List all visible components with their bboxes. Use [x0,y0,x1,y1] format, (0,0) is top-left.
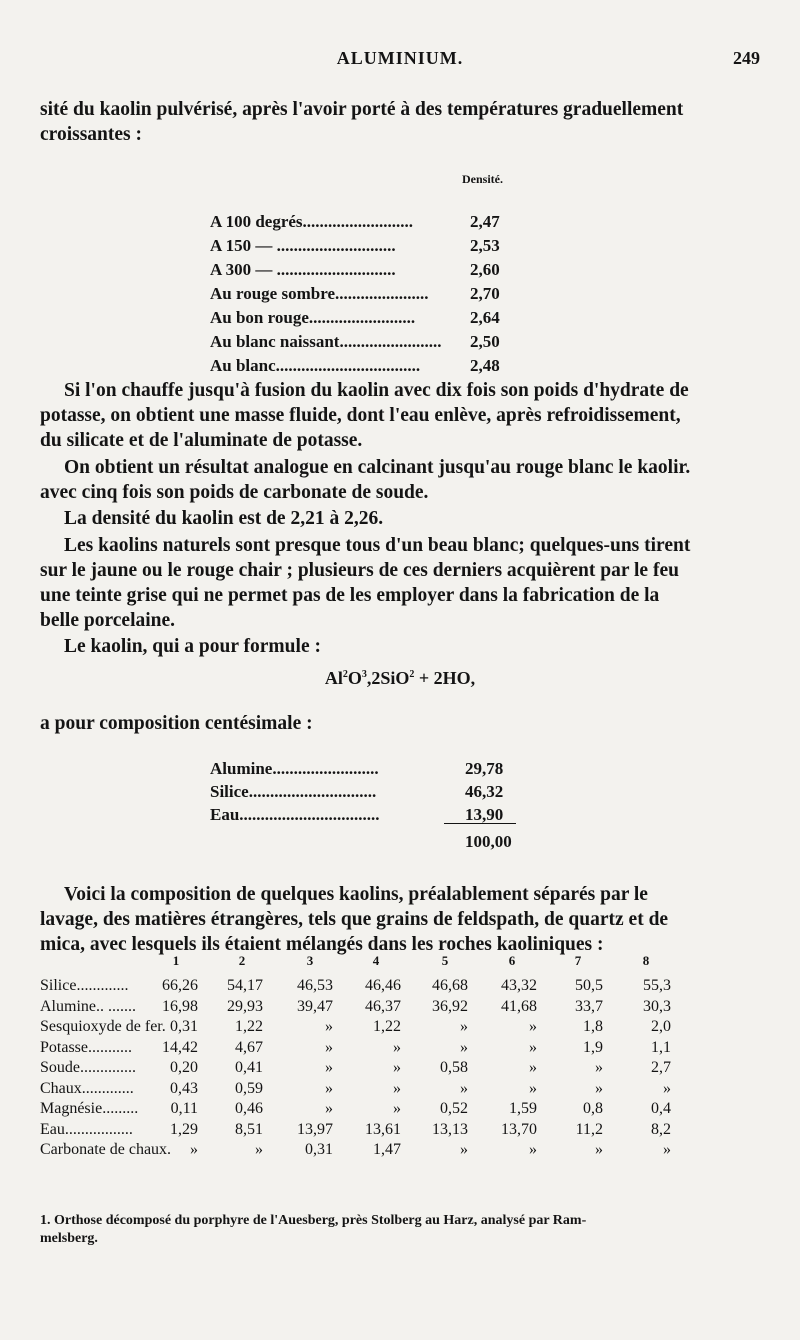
density-row-label: A 100 degrés.......................... [210,212,414,231]
table-cell: » [663,1141,671,1158]
composition-row-label: Alumine......................... [210,759,379,778]
composition-row-value: 13,90 [465,805,504,824]
intro-line: croissantes : [40,124,143,145]
table-cell: » [393,1059,401,1076]
table-cell: » [529,1038,537,1056]
column-header: 3 [306,953,314,968]
table-cell: 0,41 [235,1059,263,1076]
density-row-value: 2,47 [470,212,500,231]
table-cell: » [393,1100,401,1117]
table-cell: 66,26 [162,977,198,994]
table-row-label: Soude.............. [40,1059,136,1076]
density-row-label: Au blanc naissant........................ [210,332,442,351]
composition-row-value: 46,32 [465,782,504,801]
density-row-label: A 300 — ............................ [210,260,396,279]
body-line: Si l'on chauffe jusqu'à fusion du kaolin avec dix fois son poids d'hydrate de [64,380,689,401]
table-cell: 29,93 [227,997,263,1015]
column-header: 4 [372,953,380,968]
table-cell: 16,98 [162,997,198,1015]
density-row-label: A 150 — ............................ [210,236,396,255]
table-cell: 46,68 [432,977,468,994]
footnote-line: melsberg. [40,1231,98,1246]
table-cell: 41,68 [501,997,537,1015]
table-row-label: Carbonate de chaux. [40,1141,172,1158]
table-cell: 0,31 [170,1018,198,1035]
table-cell: » [255,1141,263,1158]
table-cell: 13,13 [432,1120,468,1138]
body-line: lavage, des matières étrangères, tels que grains de feldspath, de quartz et de [40,909,669,930]
column-header: 6 [508,953,516,968]
body-line: potasse, on obtient une masse fluide, dont l'eau enlève, après refroidissement, [40,405,681,426]
table-cell: » [460,1018,468,1035]
body-line: belle porcelaine. [40,610,176,631]
table-cell: 0,4 [651,1100,671,1117]
table-cell: 46,37 [365,997,401,1015]
table-cell: 36,92 [432,997,468,1015]
running-header: ALUMINIUM. [336,48,464,68]
table-cell: » [595,1059,603,1076]
composition-row-value: 29,78 [465,759,504,778]
table-cell: 8,2 [651,1120,671,1138]
density-row-value: 2,50 [470,332,500,351]
body-line: une teinte grise qui ne permet pas de les employer dans la fabrication de la [40,585,660,606]
body-line: Les kaolins naturels sont presque tous d'un beau blanc; quelques-uns tirent [64,535,691,556]
table-cell: 1,22 [373,1018,401,1035]
table-cell: 13,97 [297,1120,333,1138]
page-number: 249 [733,48,760,68]
intro-line: sité du kaolin pulvérisé, après l'avoir porté à des températures graduellement [40,99,684,120]
table-cell: » [325,1100,333,1117]
body-line: avec cinq fois son poids de carbonate de soude. [40,482,429,503]
table-cell: 13,61 [365,1120,401,1138]
table-cell: » [529,1141,537,1158]
table-cell: 1,59 [509,1100,537,1117]
table-cell: 0,8 [583,1100,603,1117]
table-cell: » [460,1038,468,1056]
table-row-label: Silice............. [40,977,129,994]
table-cell: 14,42 [162,1038,198,1056]
table-cell: » [595,1141,603,1158]
body-line: Voici la composition de quelques kaolins, préalablement séparés par le [64,884,648,905]
table-cell: 0,43 [170,1079,198,1097]
table-row-label: Chaux............. [40,1079,134,1097]
column-header: 1 [172,953,180,968]
table-cell: 0,31 [305,1141,333,1158]
body-line: du silicate et de l'aluminate de potasse. [40,430,363,451]
table-row-label: Eau................. [40,1120,133,1138]
sum-rule [444,823,516,824]
table-cell: 33,7 [575,997,603,1015]
body-line: a pour composition centésimale : [40,713,313,734]
table-cell: 39,47 [297,997,333,1015]
table-cell: 13,70 [501,1120,537,1138]
table-cell: 43,32 [501,977,537,994]
table-cell: » [529,1018,537,1035]
table-cell: » [393,1038,401,1056]
table-cell: » [190,1141,198,1158]
table-cell: » [325,1079,333,1097]
table-row-label: Magnésie......... [40,1100,139,1117]
table-cell: 50,5 [575,977,603,994]
table-cell: » [325,1059,333,1076]
table-cell: » [325,1018,333,1035]
table-cell: » [460,1079,468,1097]
column-header: 7 [574,953,582,968]
table-cell: » [529,1079,537,1097]
table-cell: » [460,1141,468,1158]
table-cell: » [393,1079,401,1097]
table-cell: 0,11 [170,1100,198,1117]
table-cell: 46,46 [365,977,401,994]
footnote-line: 1. Orthose décomposé du porphyre de l'Auesberg, près Stolberg au Harz, analysé par Ram- [40,1213,587,1228]
table-cell: 55,3 [643,977,671,994]
table-row-label: Potasse........... [40,1038,132,1056]
table-cell: 0,20 [170,1059,198,1076]
table-cell: 1,9 [583,1038,603,1056]
table-row-label: Sesquioxyde de fer. [40,1018,166,1035]
table-cell: 46,53 [297,977,333,994]
body-line: La densité du kaolin est de 2,21 à 2,26. [64,508,384,529]
composition-total: 100,00 [465,832,512,851]
density-row-value: 2,64 [470,308,500,327]
table-cell: 54,17 [227,977,263,994]
table-row-label: Alumine.. ....... [40,997,136,1015]
table-cell: 0,59 [235,1079,263,1097]
density-row-value: 2,70 [470,284,500,303]
table-cell: » [595,1079,603,1097]
density-row-label: Au blanc.................................. [210,356,421,375]
table-cell: » [663,1079,671,1097]
column-header: 5 [441,953,449,968]
density-row-value: 2,60 [470,260,500,279]
table-cell: 2,0 [651,1018,671,1035]
column-header: 8 [642,953,650,968]
table-cell: 1,22 [235,1018,263,1035]
density-row-value: 2,53 [470,236,500,255]
table-cell: 2,7 [651,1059,671,1076]
table-cell: 1,29 [170,1120,198,1138]
table-cell: 1,1 [651,1038,671,1056]
body-line: Le kaolin, qui a pour formule : [64,636,321,657]
footnote [40,1212,760,1248]
table-cell: 8,51 [235,1120,263,1138]
table-cell: 4,67 [235,1038,263,1056]
table-cell: 0,58 [440,1059,468,1076]
table-cell: 1,8 [583,1018,603,1035]
composition-row-label: Eau................................. [210,805,380,824]
density-heading: Densité. [462,172,503,186]
body-line: mica, avec lesquels ils étaient mélangés dans les roches kaoliniques : [40,934,604,955]
table-cell: 11,2 [575,1120,603,1138]
table-cell: » [325,1038,333,1056]
body-line: sur le jaune ou le rouge chair ; plusieurs de ces derniers acquièrent par le feu [40,560,679,581]
density-row-value: 2,48 [470,356,500,375]
table-cell: 0,46 [235,1100,263,1117]
body-line: On obtient un résultat analogue en calcinant jusqu'au rouge blanc le kaolir. [64,457,691,478]
table-cell: » [529,1059,537,1076]
density-row-label: Au bon rouge......................... [210,308,416,327]
chemical-formula: $Al^2O^3,2SiO^2 + 2HO$, [324,668,476,688]
table-cell: 0,52 [440,1100,468,1117]
composition-row-label: Silice.............................. [210,782,377,801]
density-row-label: Au rouge sombre...................... [210,284,429,303]
table-cell: 30,3 [643,997,671,1015]
column-header: 2 [238,953,246,968]
table-cell: 1,47 [373,1141,401,1158]
